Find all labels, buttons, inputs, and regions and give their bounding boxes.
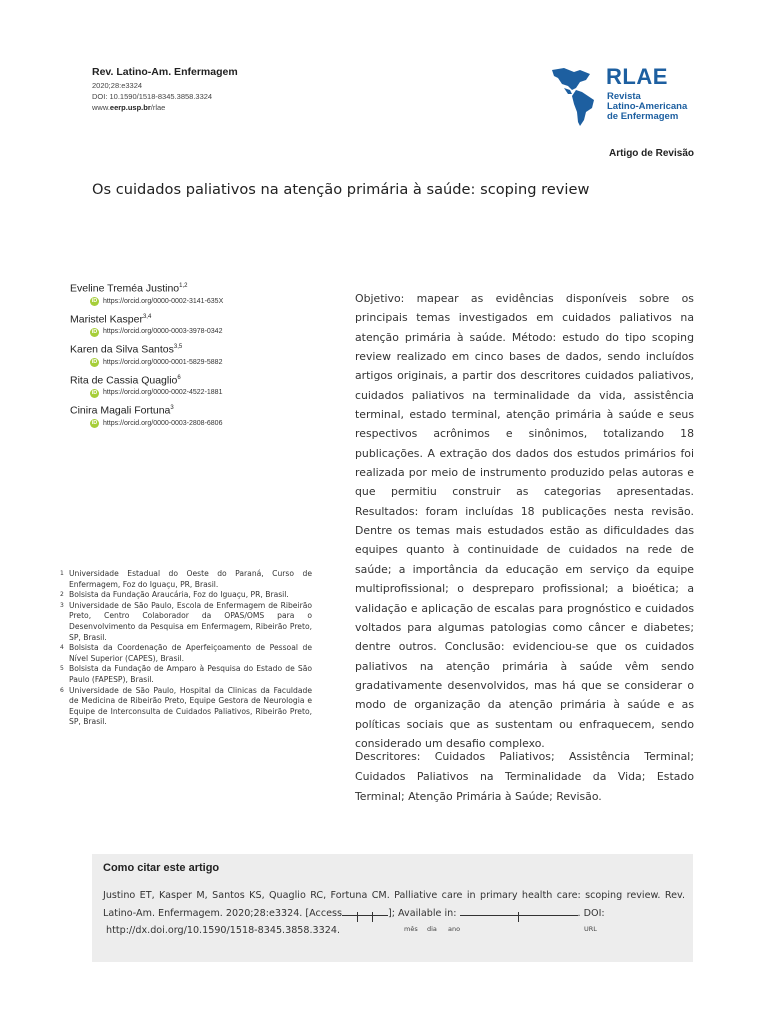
citation-text-part: ]; Available in: xyxy=(388,907,457,919)
logo-fullname xyxy=(607,92,687,122)
author-orcid[interactable] xyxy=(90,387,330,399)
author-orcid[interactable] xyxy=(90,418,330,430)
article-type: Artigo de Revisão xyxy=(608,148,694,159)
author-item xyxy=(70,280,330,308)
logo-line-1: Revista xyxy=(607,91,641,102)
logo-line-2: Latino-Americana xyxy=(607,101,688,112)
author-item xyxy=(70,402,330,430)
rlae-logo xyxy=(550,66,700,128)
journal-url-prefix: www. xyxy=(92,103,110,112)
url-blank[interactable] xyxy=(460,906,578,916)
citation-text xyxy=(103,887,685,940)
affiliation-item: 3 Universidade de São Paulo, Escola de Enfermagem de Ribeirão Preto, Centro Colaborador da OPAS/OMS para o Desenvolvimento da Pesquisa em Enfermagem, Ribeirão Preto, SP, Brasil. xyxy=(60,600,312,642)
affiliation-list xyxy=(60,569,312,728)
affiliation-item: 6 Universidade de São Paulo, Hospital da Clinicas da Faculdade de Medicina de Ribeirão Preto, Equipe Gestora de Neurologia e Equipe de Interconsulta de Cuidados Paliativos, Ribeirão Preto, SP, Brasil. xyxy=(60,685,312,727)
author-list xyxy=(70,280,330,433)
journal-url-main: eerp.usp.br xyxy=(109,103,151,112)
author-name: Rita de Cassia Quaglio$^6$ xyxy=(70,374,181,386)
author-item xyxy=(70,311,330,339)
abstract: Objetivo: mapear as evidências disponíveis sobre os principais temas investigados em cuidados paliativos na atenção primária à saúde. Método: estudo do tipo scoping review realizado em cinco bases de dados, sendo incluídos artigos originais, a partir dos descritores cuidados paliativos, cuidados paliativos na terminalidade da vida, assistência terminal, estado terminal, atenção primária à saúde e seus respectivos acrônimos e sinônimos, totalizando 18 publicações. A extração dos dados dos estudos primários foi realizada por meio de instrumento produzido pelas autoras e que permitiu construir as categorias apresentadas. Resultados: foram incluídas 18 publicações nesta revisão. Dentre os temas mais estudados estão as dificuldades das equipes quanto à continuidade de cuidados na rede de saúde; a importância da educação em serviço da equipe multiprofissional; o despreparo profissional; a bioética; a validação e aplicação de escalas para prognóstico e cuidados voltados para algumas patologias como câncer e diabetes; dentre outros. Conclusão: evidenciou-se que os cuidados paliativos na atenção primária à saúde vêm sendo gradativamente desenvolvidos, mas há que se considerar o modo de organização da atenção primária à saúde e as políticas sociais que as sustentam ou enfraquecem, sendo considerado um desafio complexo. xyxy=(355,292,694,750)
orcid-link[interactable]: https://orcid.org/0000-0002-3141-635X xyxy=(103,297,224,305)
citation-text-part: Justino ET, Kasper M, Santos KS, Quaglio RC, Fortuna CM. Palliative care in primary health care: scoping review. Rev. Latino-Am. Enfermagem. 2020;28:e3324. [Access xyxy=(103,890,685,919)
citation-doi-link[interactable]: http://dx.doi.org/10.1590/1518-8345.3858.3324. xyxy=(106,925,341,936)
orcid-link[interactable]: https://orcid.org/0000-0003-2808-6806 xyxy=(103,419,223,427)
journal-name: Rev. Latino-Am. Enfermagem xyxy=(92,66,238,78)
affiliation-item: 5 Bolsista da Fundação de Amparo à Pesquisa do Estado de São Paulo (FAPESP), Brasil. xyxy=(60,664,312,684)
journal-header xyxy=(92,66,238,113)
journal-url-suffix: /rlae xyxy=(150,103,166,112)
author-name: Karen da Silva Santos$^{3,5}$ xyxy=(70,343,183,356)
journal-url[interactable] xyxy=(92,102,238,113)
journal-volume: 2020;28:e3324 xyxy=(92,81,143,90)
label-day: dia xyxy=(427,925,437,933)
label-year: ano xyxy=(448,925,461,933)
affiliation-item: 1 Universidade Estadual do Oeste do Paraná, Curso de Enfermagem, Foz do Iguaçu, PR, Brasil. xyxy=(60,569,312,589)
orcid-icon: iD xyxy=(91,420,98,426)
journal-doi[interactable]: DOI: 10.1590/1518-8345.3858.3324 xyxy=(92,92,213,101)
affiliation-item: 4 Bolsista da Coordenação de Aperfeiçoamento de Pessoal de Nível Superior (CAPES), Brasil. xyxy=(60,643,312,663)
author-orcid[interactable] xyxy=(90,357,330,369)
article-title: Os cuidados paliativos na atenção primária à saúde: scoping review xyxy=(92,181,590,198)
orcid-link[interactable]: https://orcid.org/0000-0002-4522-1881 xyxy=(103,389,223,396)
author-item xyxy=(70,341,330,369)
orcid-icon: iD xyxy=(91,328,98,335)
author-name: Eveline Treméa Justino$^{1,2}$ xyxy=(70,282,188,295)
citation-title: Como citar este artigo xyxy=(103,862,220,874)
americas-map-icon xyxy=(550,66,610,128)
logo-abbr: RLAE xyxy=(606,64,668,89)
logo-line-3: de Enfermagem xyxy=(607,111,679,122)
orcid-link[interactable]: https://orcid.org/0000-0003-3978-0342 xyxy=(103,328,223,335)
author-name: Maristel Kasper$^{3,4}$ xyxy=(70,313,152,325)
author-item xyxy=(70,372,330,400)
affiliation-item: 2 Bolsista da Fundação Araucária, Foz do Iguaçu, PR, Brasil. xyxy=(60,590,289,600)
citation-text-part: . DOI: xyxy=(577,907,605,919)
descriptors: Descritores: Cuidados Paliativos; Assistência Terminal; Cuidados Paliativos na Terminalidade da Vida; Estado Terminal; Atenção Primária à Saúde; Revisão. xyxy=(355,750,694,803)
orcid-link[interactable]: https://orcid.org/0000-0001-5829-5882 xyxy=(103,358,223,366)
author-orcid[interactable] xyxy=(90,296,330,308)
author-orcid[interactable] xyxy=(90,326,330,338)
label-url: URL xyxy=(584,925,597,933)
label-month: mês xyxy=(404,925,418,933)
orcid-icon: iD xyxy=(91,359,98,365)
orcid-icon: iD xyxy=(91,298,98,304)
orcid-icon: iD xyxy=(91,389,98,396)
citation-box xyxy=(92,854,693,962)
author-name: Cinira Magali Fortuna$^3$ xyxy=(70,404,174,417)
access-date-blank[interactable] xyxy=(342,906,388,916)
